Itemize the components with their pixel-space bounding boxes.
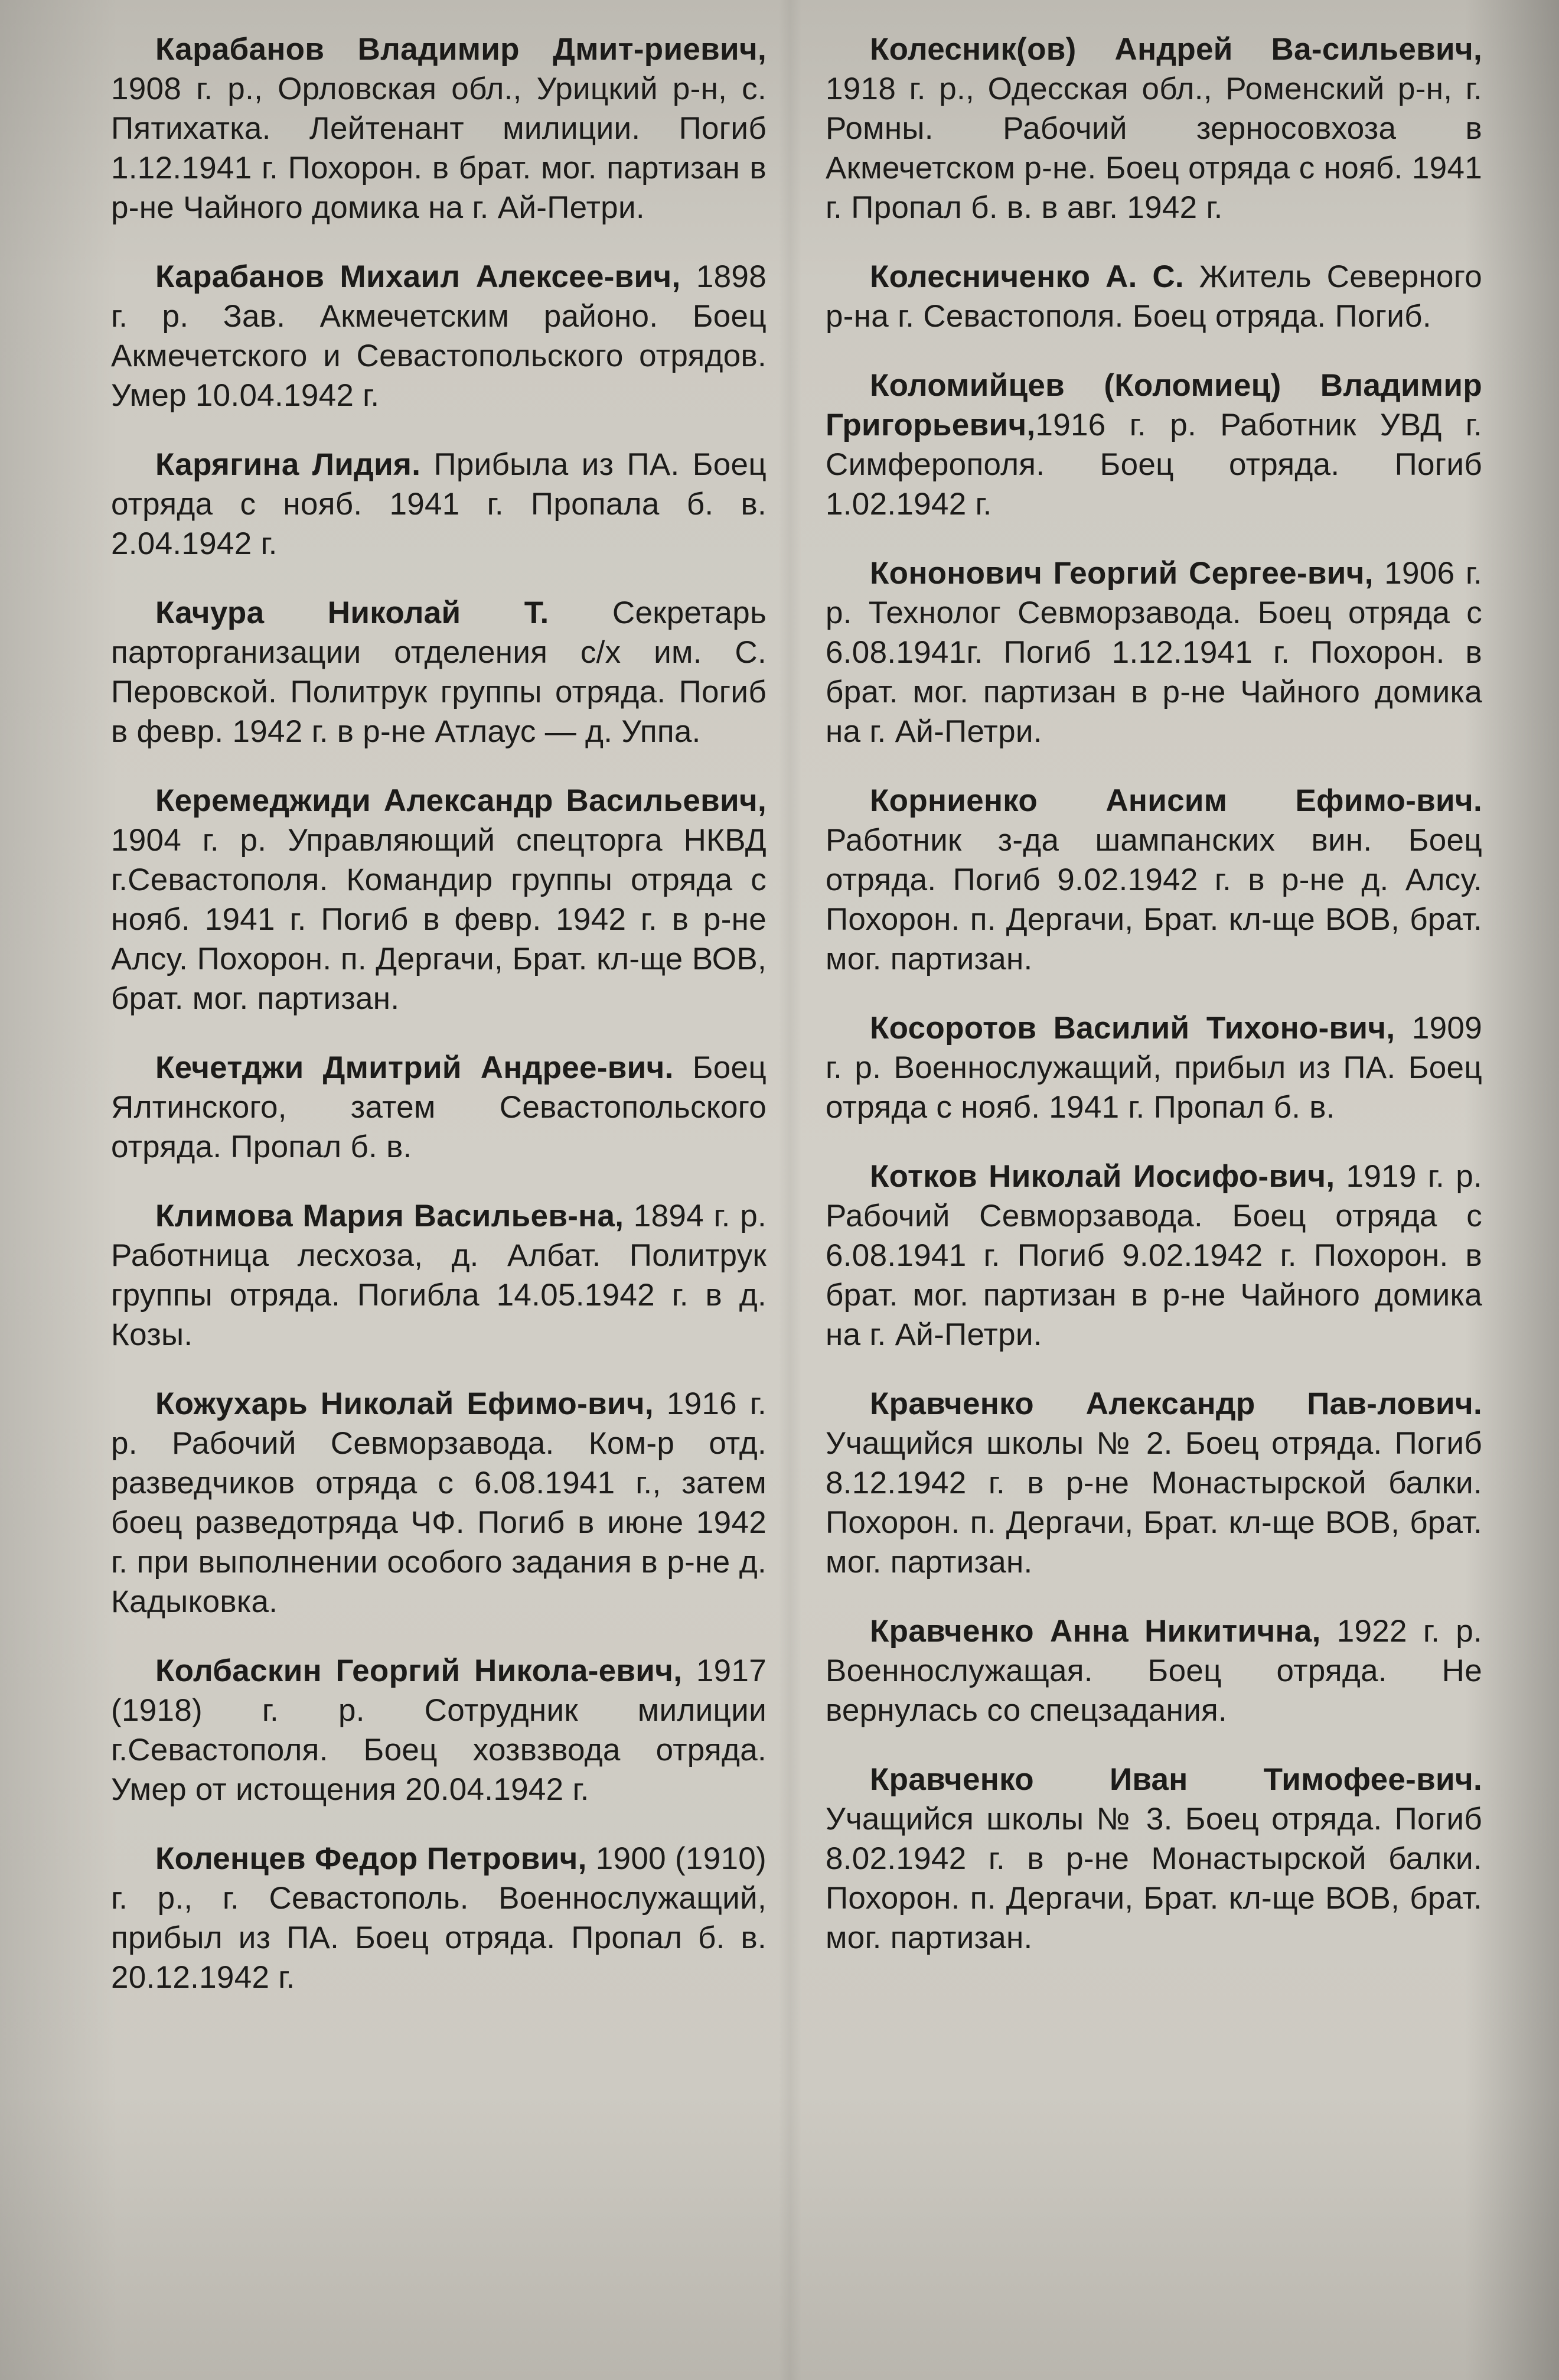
entry-kolesnichenko [826,257,1482,336]
entry-name: Коломийцев (Коломиец) Владимир Григорьевич, [826,368,1482,442]
entry-name: Кононович Георгий Сергее-вич, [870,556,1374,591]
entry-text: 1918 г. р., Одесская обл., Роменский р-н, г. Ромны. Рабочий зерносовхоза в Акмечетском р-не. Боец отряда с нояб. 1941 г. Пропал б. в. в авг. 1942 г. [826,71,1482,225]
entry-kornienko [826,781,1482,979]
entry-kononovich [826,554,1482,751]
entry-text: 1916 г. р. Рабочий Севморзавода. Ком-р отд. разведчиков отряда с 6.08.1941 г., затем боец разведотряда ЧФ. Погиб в июне 1942 г. при выполнении особого задания в р-не д. Кадыковка. [111,1386,767,1619]
entry-text: 1900 (1910) г. р., г. Севастополь. Военнослужащий, прибыл из ПА. Боец отряда. Пропал б. в. 20.12.1942 г. [111,1841,767,1995]
entry-kolbaskin [111,1651,767,1809]
entry-text: Секретарь парторганизации отделения с/х им. С. Перовской. Политрук группы отряда. Погиб в февр. 1942 г. в р-не Атлаус — д. Уппа. [111,595,767,749]
entry-name: Кравченко Александр Пав-лович. [870,1386,1482,1421]
entry-text: Житель Северного р-на г. Севастополя. Боец отряда. Погиб. [826,259,1482,334]
entry-kolomiytsev [826,366,1482,524]
entry-text: 1906 г. р. Технолог Севморзавода. Боец отряда с 6.08.1941г. Погиб 1.12.1941 г. Похорон. в брат. мог. партизан в р-не Чайного домика на г. Ай-Петри. [826,556,1482,749]
entry-karyagina [111,445,767,564]
entry-keremedzhidi [111,781,767,1018]
entry-kachura [111,593,767,751]
entry-name: Карягина Лидия. [155,447,421,482]
entry-name: Колесник(ов) Андрей Ва-сильевич, [870,32,1482,67]
entry-name: Коленцев Федор Петрович, [155,1841,587,1876]
entry-text: 1919 г. р. Рабочий Севморзавода. Боец отряда с 6.08.1941 г. Погиб 9.02.1942 г. Похорон. в брат. мог. партизан в р-не Чайного домика на г. Ай-Петри. [826,1159,1482,1352]
entry-name: Качура Николай Т. [155,595,549,630]
entry-name: Керемеджиди Александр Васильевич, [155,783,767,818]
entry-text: Боец Ялтинского, затем Севастопольского отряда. Пропал б. в. [111,1050,767,1164]
entry-kolentsev [111,1839,767,1997]
entry-karabanov-mikhail [111,257,767,415]
entry-text: Учащийся школы № 3. Боец отряда. Погиб 8.02.1942 г. в р-не Монастырской балки. Похорон. п. Дергачи, Брат. кл-ще ВОВ, брат. мог. партизан. [826,1802,1482,1955]
entry-text: 1898 г. р. Зав. Акмечетским районо. Боец Акмечетского и Севастопольского отрядов. Умер 10.04.1942 г. [111,259,767,413]
entry-text: Прибыла из ПА. Боец отряда с нояб. 1941 г. Пропала б. в. 2.04.1942 г. [111,447,767,561]
entry-karabanov-vladimir [111,30,767,227]
entry-kravchenko-ivan [826,1760,1482,1958]
entry-text: 1904 г. р. Управляющий спецторга НКВД г.Севастополя. Командир группы отряда с нояб. 1941 г. Погиб в февр. 1942 г. в р-не Алсу. Похорон. п. Дергачи, Брат. кл-ще ВОВ, брат. мог. партизан. [111,823,767,1016]
entry-name: Корниенко Анисим Ефимо-вич. [870,783,1482,818]
entry-klimova [111,1196,767,1355]
entry-kravchenko-aleksandr [826,1384,1482,1582]
entry-kravchenko-anna [826,1611,1482,1730]
entry-text: Работник з-да шампанских вин. Боец отряда. Погиб 9.02.1942 г. в р-не д. Алсу. Похорон. п. Дергачи, Брат. кл-ще ВОВ, брат. мог. партизан. [826,823,1482,976]
entry-name: Колесниченко А. С. [870,259,1184,294]
entry-kechetdzhi [111,1048,767,1167]
entry-name: Кравченко Анна Никитична, [870,1614,1321,1649]
column-gutter [778,0,802,2380]
entry-name: Кожухарь Николай Ефимо-вич, [155,1386,654,1421]
entry-name: Кравченко Иван Тимофее-вич. [870,1762,1482,1797]
entry-text: 1916 г. р. Работник УВД г. Симферополя. Боец отряда. Погиб 1.02.1942 г. [826,408,1482,522]
entry-kosorotov [826,1008,1482,1127]
entry-name: Косоротов Василий Тихоно-вич, [870,1011,1395,1046]
entry-name: Карабанов Михаил Алексее-вич, [155,259,681,294]
entry-kozhukhar [111,1384,767,1622]
right-column [826,30,1482,2369]
entry-name: Климова Мария Васильев-на, [155,1199,624,1233]
entry-text: 1909 г. р. Военнослужащий, прибыл из ПА. Боец отряда с нояб. 1941 г. Пропал б. в. [826,1011,1482,1125]
entry-name: Колбаскин Георгий Никола-евич, [155,1653,683,1688]
entry-text: 1908 г. р., Орловская обл., Урицкий р-н, с. Пятихатка. Лейтенант милиции. Погиб 1.12.1941 г. Похорон. в брат. мог. партизан в р-не Чайного домика на г. Ай-Петри. [111,71,767,225]
entry-text: Учащийся школы № 2. Боец отряда. Погиб 8.12.1942 г. в р-не Монастырской балки. Похорон. п. Дергачи, Брат. кл-ще ВОВ, брат. мог. партизан. [826,1426,1482,1580]
entry-kolesnik [826,30,1482,227]
entry-text: 1922 г. р. Военнослужащая. Боец отряда. Не вернулась со спецзадания. [826,1614,1482,1728]
entry-text: 1894 г. р. Работница лесхоза, д. Албат. Политрук группы отряда. Погибла 14.05.1942 г. в д. Козы. [111,1199,767,1352]
entry-text: 1917 (1918) г. р. Сотрудник милиции г.Севастополя. Боец хозвзвода отряда. Умер от истощения 20.04.1942 г. [111,1653,767,1807]
entry-name: Карабанов Владимир Дмит-риевич, [155,32,767,67]
entry-name: Котков Николай Иосифо-вич, [870,1159,1335,1194]
left-column [111,30,767,2369]
entry-kotkov [826,1157,1482,1355]
entry-name: Кечетджи Дмитрий Андрее-вич. [155,1050,674,1085]
